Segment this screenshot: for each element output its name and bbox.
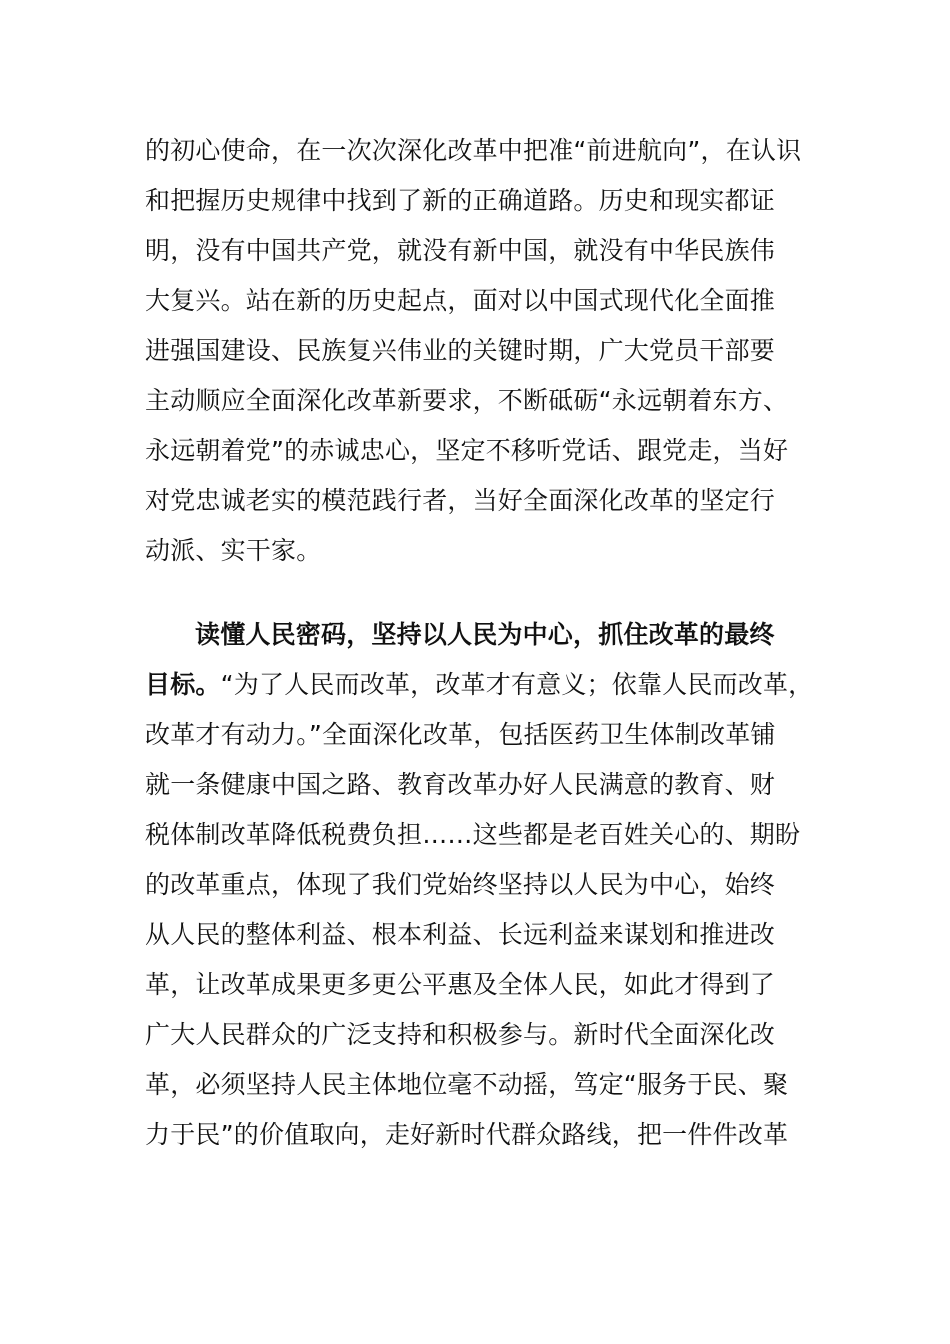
- text-line: 的改革重点，体现了我们党始终坚持以人民为中心，始终: [145, 870, 776, 899]
- text-line: 税体制改革降低税费负担……这些都是老百姓关心的、期盼: [145, 820, 801, 849]
- text-line: 革，让改革成果更多更公平惠及全体人民，如此才得到了: [145, 970, 776, 999]
- text-line: 进强国建设、民族复兴伟业的关键时期，广大党员干部要: [145, 336, 776, 365]
- text-line: 改革才有动力。”全面深化改革，包括医药卫生体制改革铺: [145, 720, 776, 749]
- text-line: 动派、实干家。: [145, 536, 322, 565]
- text-line: 就一条健康中国之路、教育改革办好人民满意的教育、财: [145, 770, 776, 799]
- text-line: 广大人民群众的广泛支持和积极参与。新时代全面深化改: [145, 1020, 776, 1049]
- text-segment: “为了人民而改革，改革才有意义；依靠人民而改革，: [220, 670, 814, 699]
- text-line: 对党忠诚老实的模范践行者，当好全面深化改革的坚定行: [145, 486, 776, 515]
- text-line: 革，必须坚持人民主体地位毫不动摇，笃定“服务于民、聚: [145, 1070, 789, 1099]
- paragraph-heading-end: 目标。: [145, 670, 221, 699]
- text-line: 力于民”的价值取向，走好新时代群众路线，把一件件改革: [145, 1120, 789, 1149]
- text-line: 从人民的整体利益、根本利益、长远利益来谋划和推进改: [145, 920, 776, 949]
- text-line: 大复兴。站在新的历史起点，面对以中国式现代化全面推: [145, 286, 776, 315]
- text-line: 主动顺应全面深化改革新要求，不断砥砺“永远朝着东方、: [145, 386, 789, 415]
- text-line: 明，没有中国共产党，就没有新中国，就没有中华民族伟: [145, 236, 776, 265]
- text-line: 的初心使命，在一次次深化改革中把准“前进航向”，在认识: [145, 136, 802, 165]
- text-line: [145, 668, 813, 702]
- text-line: 永远朝着党”的赤诚忠心，坚定不移听党话、跟党走，当好: [145, 436, 789, 465]
- paragraph-heading: 读懂人民密码，坚持以人民为中心，抓住改革的最终: [195, 620, 775, 649]
- text-line: 和把握历史规律中找到了新的正确道路。历史和现实都证: [145, 186, 776, 215]
